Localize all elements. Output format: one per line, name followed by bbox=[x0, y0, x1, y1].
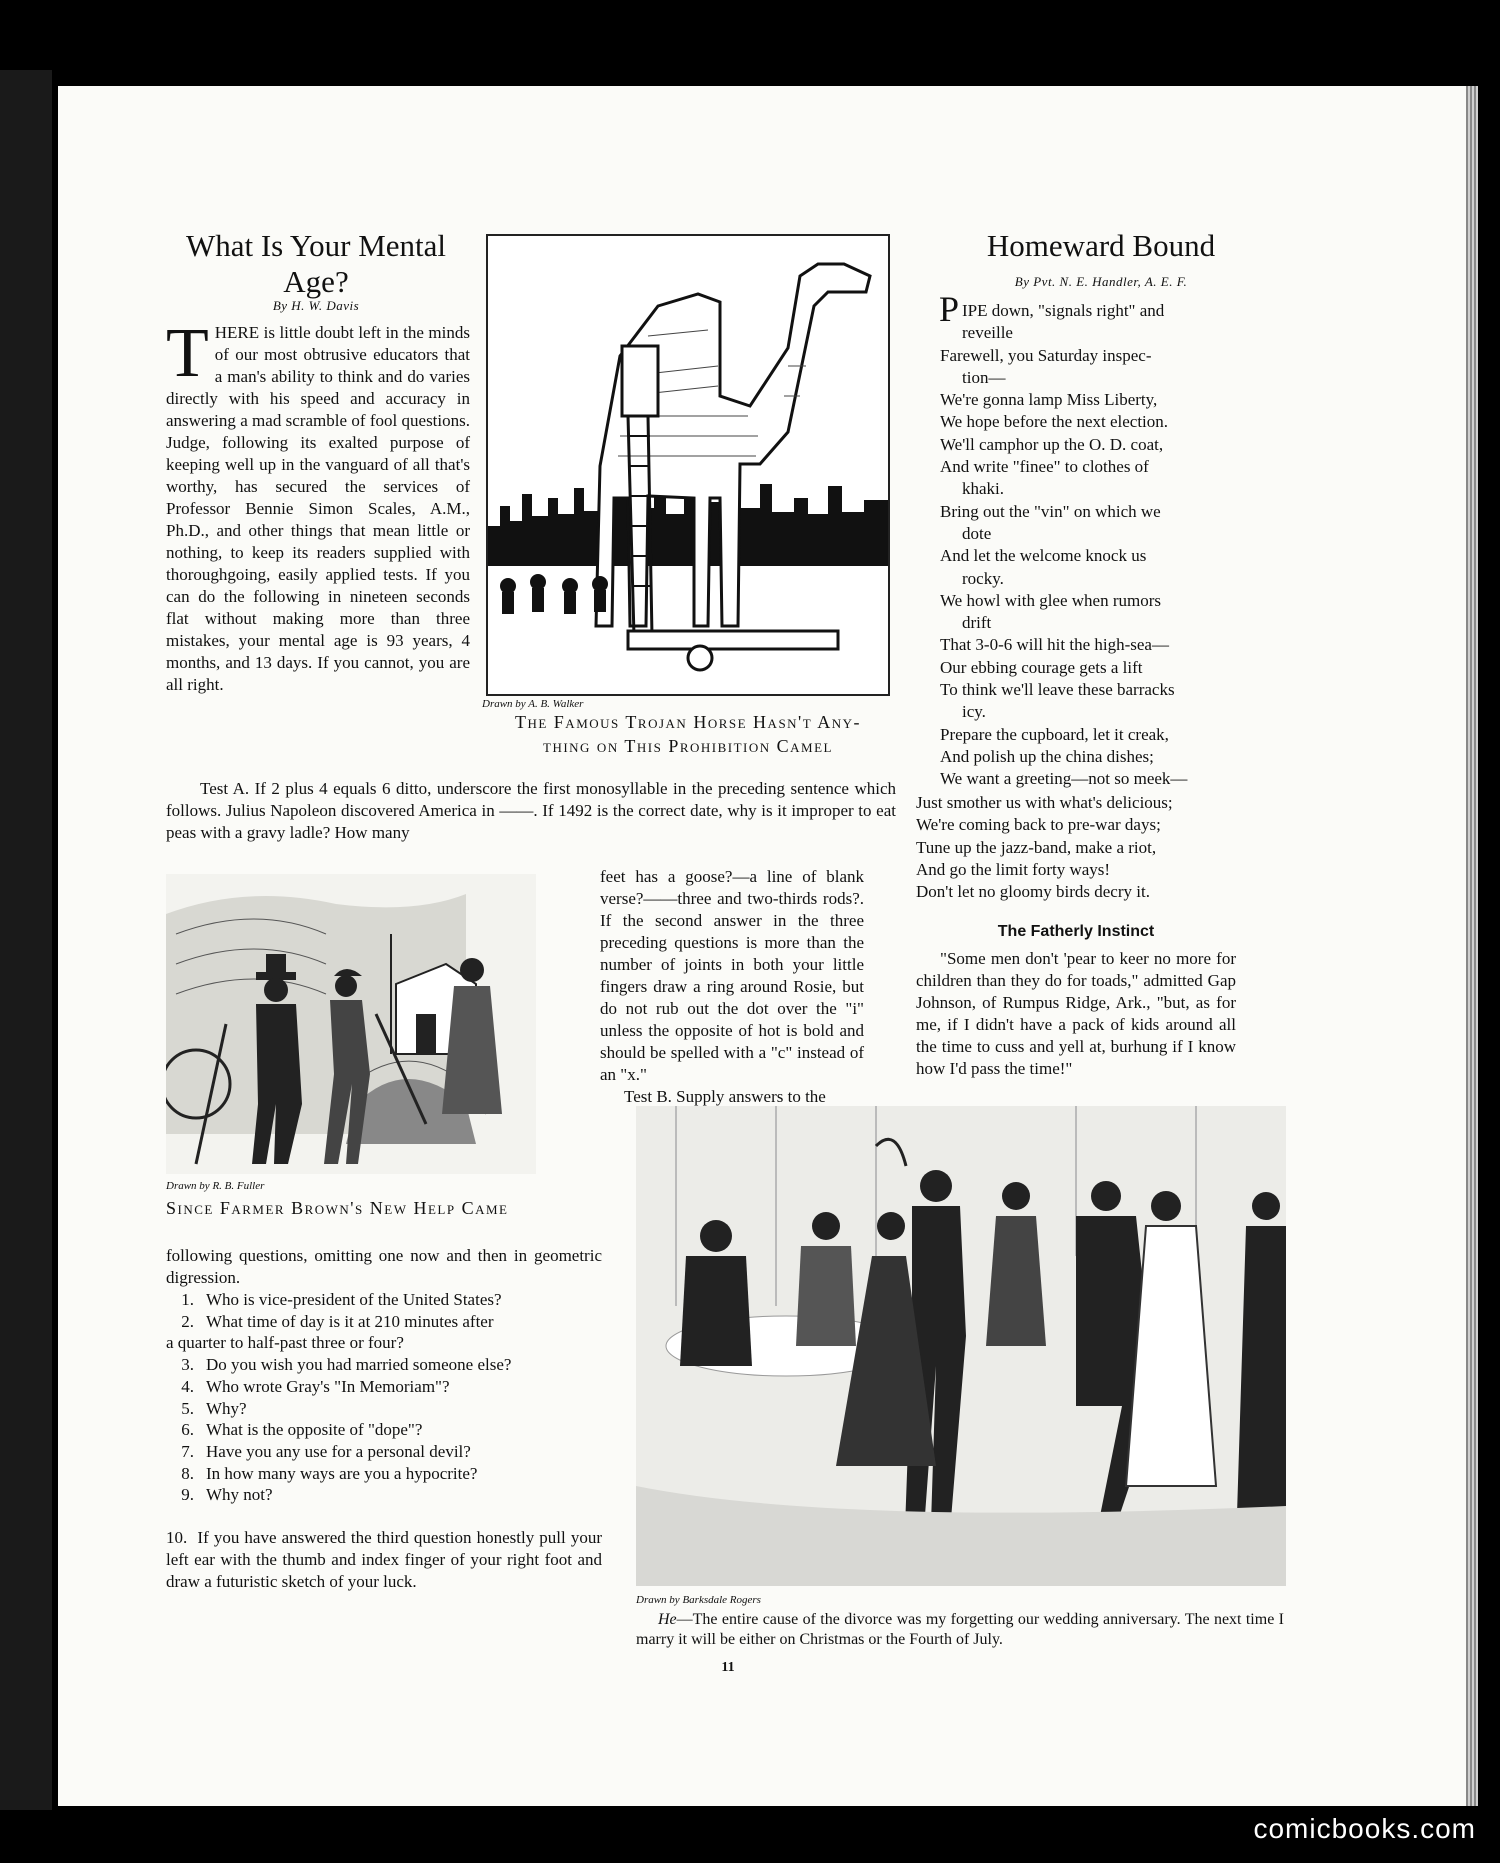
question-text: Who wrote Gray's "In Memoriam"? bbox=[206, 1376, 450, 1396]
question-item bbox=[154, 1354, 604, 1376]
poem-line: To think we'll leave these barracks bbox=[940, 680, 1175, 700]
question-item bbox=[154, 1441, 604, 1463]
test-a-continued bbox=[600, 866, 864, 1108]
poem-line: icy. bbox=[962, 702, 986, 722]
poem-line: Just smother us with what's delicious; bbox=[916, 793, 1173, 812]
poem-line: Bring out the "vin" on which we bbox=[940, 501, 1161, 521]
camel-drawing bbox=[488, 236, 888, 694]
dance-illustration bbox=[636, 1106, 1286, 1586]
poem-line: And write "finee" to clothes of bbox=[940, 457, 1149, 477]
question-text: Have you any use for a personal devil? bbox=[206, 1441, 471, 1461]
poem-line: Farewell, you Saturday inspec- bbox=[940, 345, 1152, 365]
poem-line: reveille bbox=[962, 323, 1013, 343]
question-text: Why? bbox=[206, 1398, 247, 1418]
article-intro-text: HERE is little doubt left in the minds of our most obtrusive educators that a man's ability to think and do varies directly with his speed and accuracy in answering a mad scramble of fool questions. Judge, following its exalted purpose of keeping well up in the vanguard of all that's worthy, has secured the services of Professor Bennie Simon Scales, A.M., Ph.D., and other things that mean little or nothing, to keep its readers supplied with thoroughgoing, easily applied tests. If you can do the following in nineteen seconds flat without making more than three mistakes, your mental age is 93 years, 4 months, and 13 days. If you cannot, you are all right. bbox=[166, 323, 470, 694]
camel-illustration bbox=[486, 234, 890, 696]
fatherly-body bbox=[916, 948, 1236, 1080]
poem-line: We hope before the next election. bbox=[940, 412, 1169, 432]
dance-caption-speaker: He bbox=[658, 1611, 677, 1628]
test-b-lead bbox=[166, 1245, 602, 1289]
question-number: 4. bbox=[181, 1376, 194, 1396]
poem-byline: By Pvt. N. E. Handler, A. E. F. bbox=[1014, 274, 1188, 289]
article-intro-column bbox=[166, 315, 470, 696]
question-item bbox=[154, 1311, 604, 1333]
article-byline: By H. W. Davis bbox=[272, 298, 360, 313]
poem-line: IPE down, "signals right" and bbox=[962, 301, 1165, 320]
article-title-line1: What Is Your Mental bbox=[185, 228, 447, 263]
question-10-number: 10. bbox=[166, 1528, 188, 1547]
camel-credit: Drawn by A. B. Walker bbox=[482, 698, 584, 710]
question-text: a quarter to half-past three or four? bbox=[166, 1333, 404, 1353]
poem-line: Our ebbing courage gets a lift bbox=[940, 657, 1143, 677]
camel-caption-line2: thing on This Prohibition Camel bbox=[543, 736, 833, 756]
poem-body-wide bbox=[916, 792, 1246, 903]
question-text: In how many ways are you a hypocrite? bbox=[206, 1463, 478, 1483]
question-text: Do you wish you had married someone else? bbox=[206, 1355, 512, 1375]
poem-line: And polish up the china dishes; bbox=[940, 746, 1154, 766]
article-title-line2: Age? bbox=[283, 263, 349, 299]
question-text: What is the opposite of "dope"? bbox=[206, 1420, 423, 1440]
poem-line: And go the limit forty ways! bbox=[916, 859, 1111, 879]
dance-credit: Drawn by Barksdale Rogers bbox=[636, 1594, 761, 1606]
question-number: 6. bbox=[181, 1420, 194, 1440]
test-a-paragraph bbox=[166, 778, 896, 844]
poem-line: We want a greeting—not so meek— bbox=[940, 769, 1188, 789]
farmer-credit: Drawn by R. B. Fuller bbox=[166, 1180, 265, 1192]
poem-line: dote bbox=[962, 523, 992, 543]
poem-line: And let the welcome knock us bbox=[940, 546, 1147, 566]
question-item bbox=[154, 1289, 604, 1311]
dance-caption bbox=[636, 1610, 1284, 1650]
question-number: 7. bbox=[181, 1441, 194, 1461]
fatherly-text: "Some men don't 'pear to keer no more for children than they do for toads," admitted Gap Johnson, of Rumpus Ridge, Ark., "but, as for me, if I didn't have a pack of kids around all the time to cuss and yell at, burhung if I know how I'd pass the time!" bbox=[916, 949, 1236, 1078]
poem-line: We howl with glee when rumors bbox=[940, 590, 1161, 610]
farmer-drawing bbox=[166, 874, 536, 1174]
camel-caption bbox=[488, 710, 888, 758]
poem-line: We're coming back to pre-war days; bbox=[916, 815, 1161, 835]
questions-list bbox=[154, 1289, 604, 1506]
question-item bbox=[154, 1332, 604, 1354]
question-text: Why not? bbox=[206, 1485, 273, 1505]
watermark: comicbooks.com bbox=[1253, 1813, 1476, 1844]
question-number: 5. bbox=[181, 1398, 194, 1418]
question-10 bbox=[166, 1527, 602, 1593]
question-item bbox=[154, 1419, 604, 1441]
question-item bbox=[154, 1484, 604, 1506]
test-a-continued-text: feet has a goose?—a line of blank verse?——three and two-thirds rods?. If the second answer in the three preceding questions is more than the number of joints in both your little fingers draw a ring around Rosie, but do not rub out the dot over the "i" unless the opposite of hot is bold and should be spelled with a "c" instead of an "x." bbox=[600, 867, 864, 1084]
poem-line: tion— bbox=[962, 367, 1006, 387]
magazine-page bbox=[58, 86, 1466, 1806]
fatherly-title: The Fatherly Instinct bbox=[997, 923, 1155, 940]
poem-line: Don't let no gloomy birds decry it. bbox=[916, 882, 1150, 902]
poem-line: We'll camphor up the O. D. coat, bbox=[940, 434, 1164, 454]
dropcap-t: T bbox=[166, 315, 209, 392]
poem-line: Prepare the cupboard, let it creak, bbox=[940, 724, 1169, 744]
poem-lines-wide bbox=[916, 792, 1246, 903]
test-b-intro: Test B. Supply answers to the bbox=[624, 1087, 826, 1106]
question-item bbox=[154, 1398, 604, 1420]
question-item bbox=[154, 1463, 604, 1485]
scan-left-edge bbox=[0, 70, 52, 1810]
camel-caption-line1: The Famous Trojan Horse Hasn't Any- bbox=[514, 712, 862, 732]
question-number: 9. bbox=[181, 1485, 194, 1505]
article-title bbox=[166, 228, 466, 299]
question-number: 2. bbox=[181, 1311, 194, 1331]
poem-line: rocky. bbox=[962, 568, 1004, 588]
question-number: 1. bbox=[181, 1290, 194, 1309]
farmer-illustration bbox=[166, 874, 536, 1174]
question-text: Who is vice-president of the United States? bbox=[206, 1290, 502, 1309]
question-number: 8. bbox=[181, 1463, 194, 1483]
questions-items bbox=[154, 1289, 604, 1506]
poem-line: Tune up the jazz-band, make a riot, bbox=[916, 837, 1157, 857]
farmer-caption: Since Farmer Brown's New Help Came bbox=[166, 1198, 509, 1218]
dance-caption-text: —The entire cause of the divorce was my forgetting our wedding anniversary. The next time I marry it will be either on Christmas or the Fourth of July. bbox=[636, 1611, 1284, 1648]
dropcap-p: P bbox=[939, 289, 960, 329]
test-a-text: Test A. If 2 plus 4 equals 6 ditto, underscore the first monosyllable in the preceding sentence which follows. Julius Napoleon discovered America in ——. If 1492 is the correct date, why is it improper to eat peas with a gravy ladle? How many bbox=[166, 779, 896, 842]
poem-line: We're gonna lamp Miss Liberty, bbox=[940, 390, 1158, 410]
page-number: 11 bbox=[721, 1660, 735, 1675]
question-text: What time of day is it at 210 minutes after bbox=[206, 1311, 494, 1331]
poem-title: Homeward Bound bbox=[986, 228, 1216, 263]
question-number: 3. bbox=[181, 1355, 194, 1375]
poem-line: That 3-0-6 will hit the high-sea— bbox=[940, 635, 1169, 655]
poem-lines bbox=[940, 300, 1270, 791]
question-item bbox=[154, 1376, 604, 1398]
question-10-text: If you have answered the third question honestly pull your left ear with the thumb and index finger of your right foot and draw a futuristic sketch of your luck. bbox=[166, 1528, 602, 1591]
dance-drawing bbox=[636, 1106, 1286, 1586]
poem-body bbox=[939, 289, 1270, 791]
poem-line: khaki. bbox=[962, 479, 1005, 499]
poem-line: drift bbox=[962, 613, 992, 633]
test-b-lead-text: following questions, omitting one now and then in geometric digression. bbox=[166, 1246, 602, 1287]
